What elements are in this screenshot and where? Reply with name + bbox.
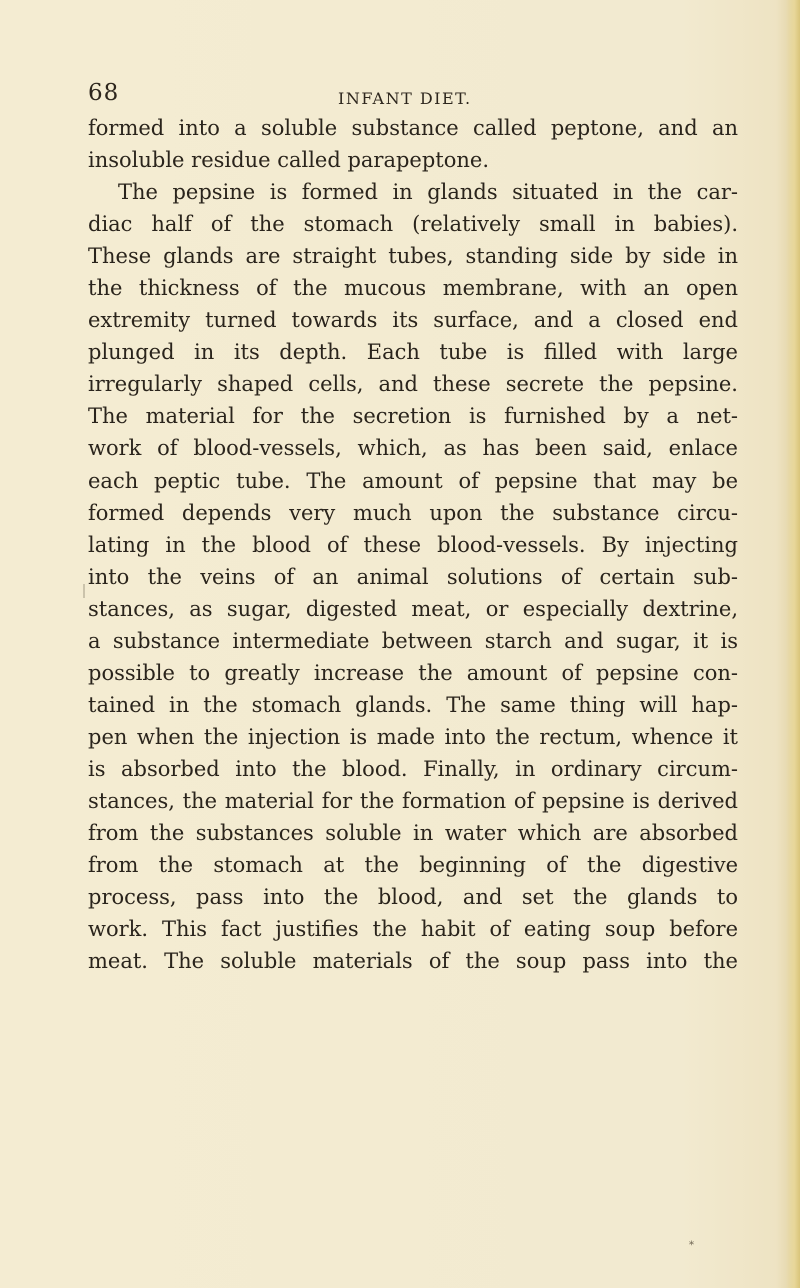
text-line: each peptic tube. The amount of pepsine that may be — [88, 468, 738, 493]
text-line: from the substances soluble in water which are absorbed — [88, 821, 738, 846]
text-line: work. This fact justifies the habit of eating soup before — [88, 917, 738, 942]
text-line: irregularly shaped cells, and these secrete the pepsine. — [88, 372, 738, 397]
text-line: work of blood-vessels, which, as has been said, enlace — [88, 436, 738, 461]
text-line: is absorbed into the blood. Finally, in ordinary circum- — [88, 756, 738, 781]
text-line: These glands are straight tubes, standing side by side in — [88, 244, 738, 269]
text-line: into the veins of an animal solutions of certain sub- — [88, 564, 738, 589]
footer-mark: * — [689, 1240, 694, 1251]
page-number: 68 — [88, 80, 120, 106]
text-line: a substance intermediate between starch and sugar, it is — [88, 628, 738, 653]
page-header — [88, 80, 728, 110]
text-line: lating in the blood of these blood-vessels. By injecting — [88, 532, 738, 557]
text-line: The pepsine is formed in glands situated in the car- — [118, 180, 738, 205]
text-line: from the stomach at the beginning of the digestive — [88, 853, 738, 878]
text-line: process, pass into the blood, and set the glands to — [88, 885, 738, 910]
body-text — [88, 112, 738, 977]
text-line: The material for the secretion is furnished by a net- — [88, 404, 738, 429]
text-line: insoluble residue called parapeptone. — [88, 148, 489, 173]
text-line: extremity turned towards its surface, and a closed end — [88, 308, 738, 333]
text-line: plunged in its depth. Each tube is filled with large — [88, 340, 738, 365]
running-title: INFANT DIET. — [338, 89, 472, 108]
text-line: stances, the material for the formation of pepsine is derived — [88, 788, 738, 813]
text-line: the thickness of the mucous membrane, with an open — [88, 276, 738, 301]
page-edge-shadow — [786, 0, 800, 1288]
margin-mark — [83, 584, 85, 598]
text-line: meat. The soluble materials of the soup pass into the — [88, 949, 738, 974]
text-line: diac half of the stomach (relatively small in babies). — [88, 212, 738, 237]
text-line: formed into a soluble substance called peptone, and an — [88, 116, 738, 140]
text-line: stances, as sugar, digested meat, or especially dextrine, — [88, 596, 738, 621]
text-line: formed depends very much upon the substance circu- — [88, 500, 738, 525]
text-line: pen when the injection is made into the rectum, whence it — [88, 724, 738, 749]
text-line: tained in the stomach glands. The same thing will hap- — [88, 692, 738, 717]
text-line: possible to greatly increase the amount of pepsine con- — [88, 660, 738, 685]
